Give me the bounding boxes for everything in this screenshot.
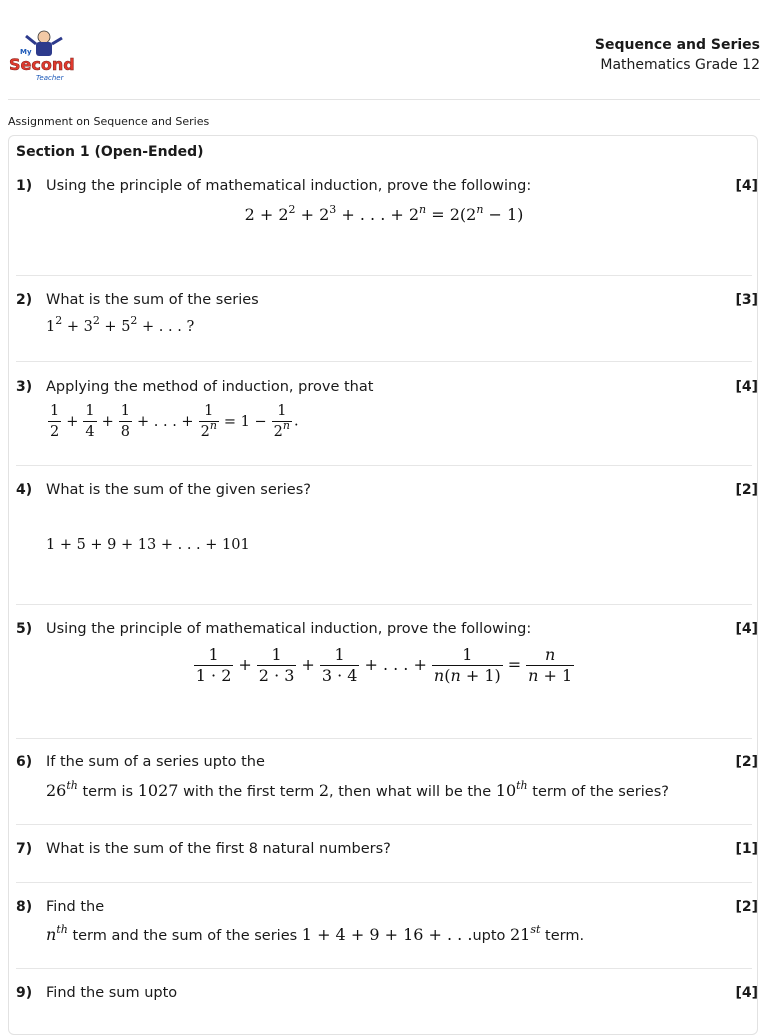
question-text: What is the sum of the given series? [46, 482, 311, 498]
divider [16, 604, 752, 605]
question-marks: [3] [735, 292, 758, 308]
header-subtitle: Mathematics Grade 12 [600, 57, 760, 73]
svg-text:Second: Second [9, 55, 75, 74]
question-text: Using the principle of mathematical induction, prove the following: [46, 178, 532, 194]
question-text: Find the [46, 899, 105, 915]
header-divider [8, 99, 760, 100]
question-number: 6) [16, 754, 33, 770]
question-number: 5) [16, 621, 33, 637]
svg-text:My: My [20, 48, 32, 56]
divider [16, 968, 752, 969]
divider [16, 824, 752, 825]
question-marks: [1] [735, 841, 758, 857]
question-marks: [4] [735, 985, 758, 1001]
question-number: 9) [16, 985, 33, 1001]
question-text: Find the sum upto [46, 985, 178, 1001]
question-card [8, 135, 758, 1035]
assignment-label: Assignment on Sequence and Series [8, 115, 210, 128]
equation-q1: $2 + 2^2 + 2^3$ + . . . + $2^n = 2(2^n - 1)$ [244, 203, 524, 224]
question-text: Applying the method of induction, prove that [46, 379, 374, 395]
svg-text:Teacher: Teacher [36, 74, 64, 82]
question-marks: [2] [735, 754, 758, 770]
equation-q3: $\frac{1}{2}$ + $\frac{1}{4}$ + $\frac{1}{8}$ + . . . + $\frac{1}{2^n}$ = 1 − $\frac{1}{2^n}$ . [50, 403, 299, 440]
divider [16, 361, 752, 362]
question-continuation: $n^{th}$ term and the sum of the series 1 + 4 + 9 + 16 + . . .upto 21st term. [46, 923, 585, 944]
equation-q5: $\frac{1}{1 \cdot 2}$ + $\frac{1}{2 \cdot 3}$ + $\frac{1}{3 \cdot 4}$ + . . . + $\frac{1}{n(n + 1)}$ = $\frac{n}{n + 1}$ [195, 645, 573, 685]
my-second-teacher-logo [6, 28, 88, 84]
equation-q4: 1 + 5 + 9 + 13 + . . . + 101 [46, 537, 250, 553]
question-text: What is the sum of the first 8 natural numbers? [46, 841, 391, 857]
equation-q2: $1^2 + 3^2 + 5^2$ + . . . ? [46, 314, 195, 335]
question-text: Using the principle of mathematical induction, prove the following: [46, 621, 532, 637]
question-number: 7) [16, 841, 33, 857]
question-number: 1) [16, 178, 33, 194]
divider [16, 465, 752, 466]
question-marks: [4] [735, 621, 758, 637]
question-text: If the sum of a series upto the [46, 754, 265, 770]
question-marks: [2] [735, 482, 758, 498]
header-title: Sequence and Series [594, 37, 760, 53]
question-text: What is the sum of the series [46, 292, 259, 308]
question-number: 8) [16, 899, 33, 915]
question-number: 4) [16, 482, 33, 498]
question-marks: [4] [735, 379, 758, 395]
question-marks: [2] [735, 899, 758, 915]
question-continuation: 26th term is 1027 with the first term 2, then what will be the 10th term of the series? [46, 779, 669, 800]
divider [16, 882, 752, 883]
question-number: 2) [16, 292, 33, 308]
divider [16, 275, 752, 276]
section-title: Section 1 (Open-Ended) [16, 144, 204, 160]
question-number: 3) [16, 379, 33, 395]
divider [16, 738, 752, 739]
question-marks: [4] [735, 178, 758, 194]
